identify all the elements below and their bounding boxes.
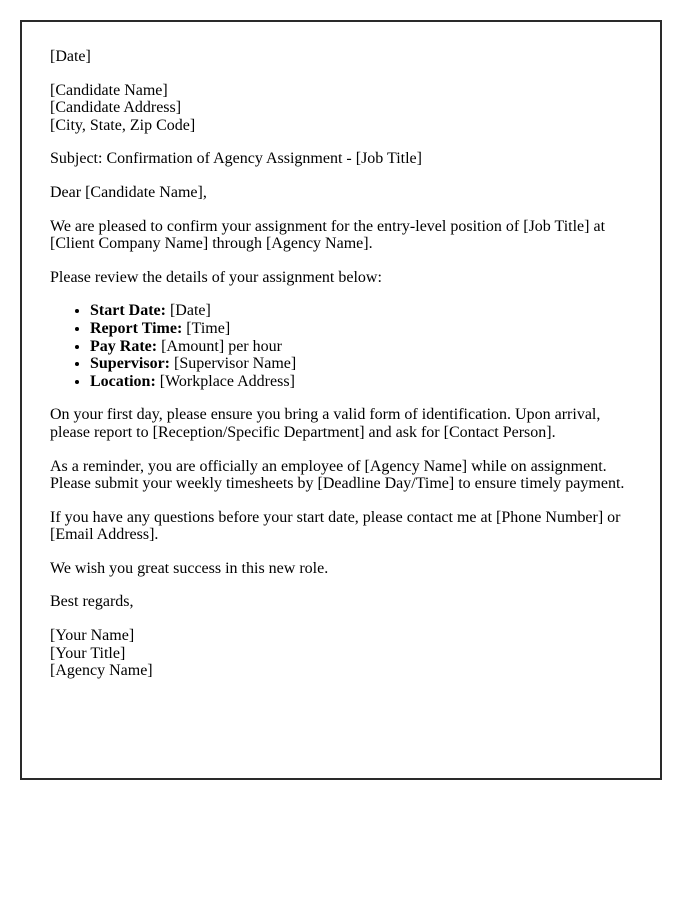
detail-value: [Time] — [182, 319, 231, 337]
date-line: [Date] — [50, 48, 91, 65]
closing-wish: We wish you great success in this new role. — [50, 559, 329, 577]
intro-paragraph: We are pleased to confirm your assignment for the entry-level position of [Job Title] at [Client Company Name] through [Agency Name]. — [50, 217, 606, 253]
detail-item-start-date — [90, 302, 632, 320]
first-day-paragraph: On your first day, please ensure you bring a valid form of identification. Upon arrival, please report to [Reception/Specific Department] and ask for [Contact Person]. — [50, 406, 601, 441]
detail-value: [Date] — [165, 302, 211, 320]
detail-label: Pay Rate: — [90, 337, 158, 355]
detail-value: [Supervisor Name] — [170, 355, 297, 373]
signature-title: [Your Title] — [50, 644, 126, 662]
salutation: Dear [Candidate Name], — [50, 183, 207, 201]
detail-label: Start Date: — [90, 302, 166, 320]
detail-label: Report Time: — [90, 319, 183, 337]
detail-item-pay-rate — [90, 338, 632, 356]
signature-agency: [Agency Name] — [50, 662, 153, 680]
signoff: Best regards, — [50, 593, 134, 611]
reminder-paragraph: As a reminder, you are officially an employee of [Agency Name] while on assignment. Please submit your weekly timesheets by [Deadline Day/Time] to ensure timely payment. — [50, 457, 625, 493]
assignment-details-list — [50, 302, 632, 390]
recipient-block — [50, 82, 632, 135]
detail-value: [Amount] per hour — [157, 337, 282, 355]
recipient-city-state-zip: [City, State, Zip Code] — [50, 116, 196, 134]
letter-page — [20, 20, 662, 780]
recipient-address: [Candidate Address] — [50, 99, 182, 117]
details-lead: Please review the details of your assignment below: — [50, 268, 382, 286]
signature-block — [50, 627, 632, 680]
detail-value: [Workplace Address] — [155, 372, 295, 390]
subject-line: Subject: Confirmation of Agency Assignment - [Job Title] — [50, 150, 422, 168]
detail-item-supervisor — [90, 355, 632, 373]
questions-paragraph: If you have any questions before your start date, please contact me at [Phone Number] or [Email Address]. — [50, 508, 621, 544]
detail-label: Location: — [90, 372, 156, 390]
recipient-name: [Candidate Name] — [50, 81, 168, 99]
detail-label: Supervisor: — [90, 355, 170, 373]
detail-item-report-time — [90, 320, 632, 338]
detail-item-location — [90, 373, 632, 391]
signature-name: [Your Name] — [50, 627, 135, 645]
